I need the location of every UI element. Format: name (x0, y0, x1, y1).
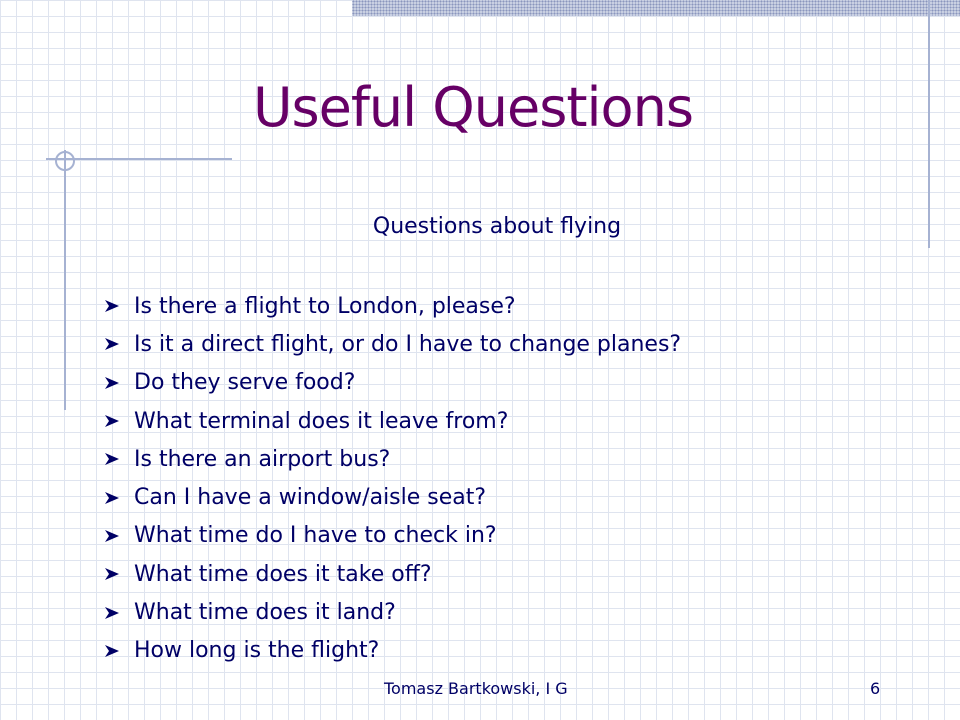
list-item (104, 593, 681, 631)
bullet-list (104, 287, 681, 670)
top-dotted-band (352, 0, 960, 16)
arrow-bullet-icon (104, 490, 120, 506)
arrow-bullet-icon (104, 336, 120, 352)
bullet-text: Can I have a window/aisle seat? (134, 485, 487, 511)
arrow-bullet-icon (104, 451, 120, 467)
arrow-bullet-icon (104, 528, 120, 544)
slide-title: Useful Questions (253, 76, 693, 139)
footer-author: Tomasz Bartkowski, I G (384, 679, 568, 698)
arrow-bullet-icon (104, 375, 120, 391)
list-item (104, 478, 681, 516)
arrow-bullet-icon (104, 298, 120, 314)
bullet-text: Do they serve food? (134, 370, 356, 396)
list-item (104, 325, 681, 363)
arrow-bullet-icon (104, 605, 120, 621)
bullet-text: What terminal does it leave from? (134, 408, 509, 434)
bullet-text: Is it a direct flight, or do I have to change planes? (134, 331, 682, 357)
bullet-text: What time does it land? (134, 600, 396, 626)
bullet-text: Is there an airport bus? (134, 446, 391, 472)
list-item (104, 287, 681, 325)
list-item (104, 402, 681, 440)
decorative-vertical-line-left (64, 150, 66, 410)
decorative-circle (55, 151, 75, 171)
arrow-bullet-icon (104, 566, 120, 582)
bullet-text: Is there a flight to London, please? (134, 293, 516, 319)
bullet-text: What time do I have to check in? (134, 523, 497, 549)
list-item (104, 632, 681, 670)
list-item (104, 517, 681, 555)
slide-subtitle: Questions about flying (372, 214, 622, 239)
bullet-text: What time does it take off? (134, 561, 432, 587)
list-item (104, 364, 681, 402)
bullet-text: How long is the flight? (134, 638, 380, 664)
list-item (104, 555, 681, 593)
page-number: 6 (870, 679, 881, 698)
arrow-bullet-icon (104, 413, 120, 429)
arrow-bullet-icon (104, 643, 120, 659)
list-item (104, 440, 681, 478)
